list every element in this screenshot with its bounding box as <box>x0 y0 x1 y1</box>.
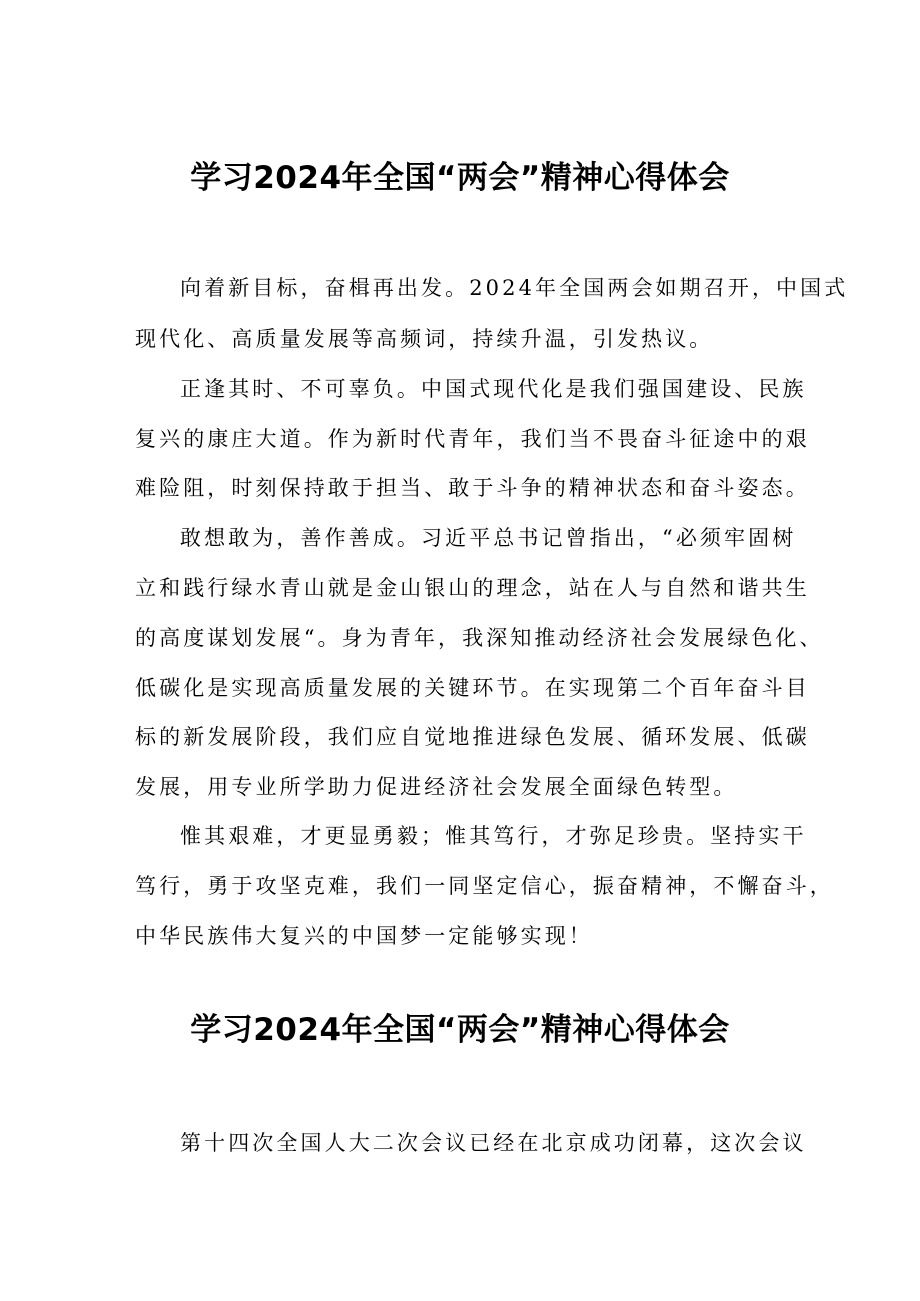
paragraph-line: 正逢其时、不可辜负。中国式现代化是我们强国建设、民族 <box>180 377 807 401</box>
paragraph-line: 现代化、高质量发展等高频词，持续升温，引发热议。 <box>135 327 714 351</box>
paragraph-line: 敢想敢为，善作善成。习近平总书记曾指出，“必须牢固树 <box>180 526 797 550</box>
section2-title: 学习2024年全国“两会”精神心得体会 <box>190 1012 730 1048</box>
paragraph-line: 发展，用专业所学助力促进经济社会发展全面绿色转型。 <box>135 775 738 799</box>
paragraph-line: 难险阻，时刻保持敢于担当、敢于斗争的精神状态和奋斗姿态。 <box>135 476 810 500</box>
paragraph-line: 中华民族伟大复兴的中国梦一定能够实现！ <box>135 924 593 948</box>
paragraph-line: 向着新目标，奋楫再出发。2024年全国两会如期召开，中国式 <box>180 276 849 300</box>
paragraph-line: 笃行，勇于攻坚克难，我们一同坚定信心，振奋精神，不懈奋斗， <box>135 874 834 898</box>
paragraph-line: 标的新发展阶段，我们应自觉地推进绿色发展、循环发展、低碳 <box>135 725 810 749</box>
paragraph-line: 立和践行绿水青山就是金山银山的理念，站在人与自然和谐共生 <box>135 576 810 600</box>
paragraph-line: 复兴的康庄大道。作为新时代青年，我们当不畏奋斗征途中的艰 <box>135 427 810 451</box>
paragraph-line: 惟其艰难，才更显勇毅；惟其笃行，才弥足珍贵。坚持实干 <box>180 824 807 848</box>
section1-title: 学习2024年全国“两会”精神心得体会 <box>190 160 730 196</box>
paragraph-line: 低碳化是实现高质量发展的关键环节。在实现第二个百年奋斗目 <box>135 676 810 700</box>
paragraph-line: 第十四次全国人大二次会议已经在北京成功闭幕，这次会议 <box>180 1131 807 1155</box>
paragraph-line: 的高度谋划发展“。身为青年，我深知推动经济社会发展绿色化、 <box>135 626 824 650</box>
